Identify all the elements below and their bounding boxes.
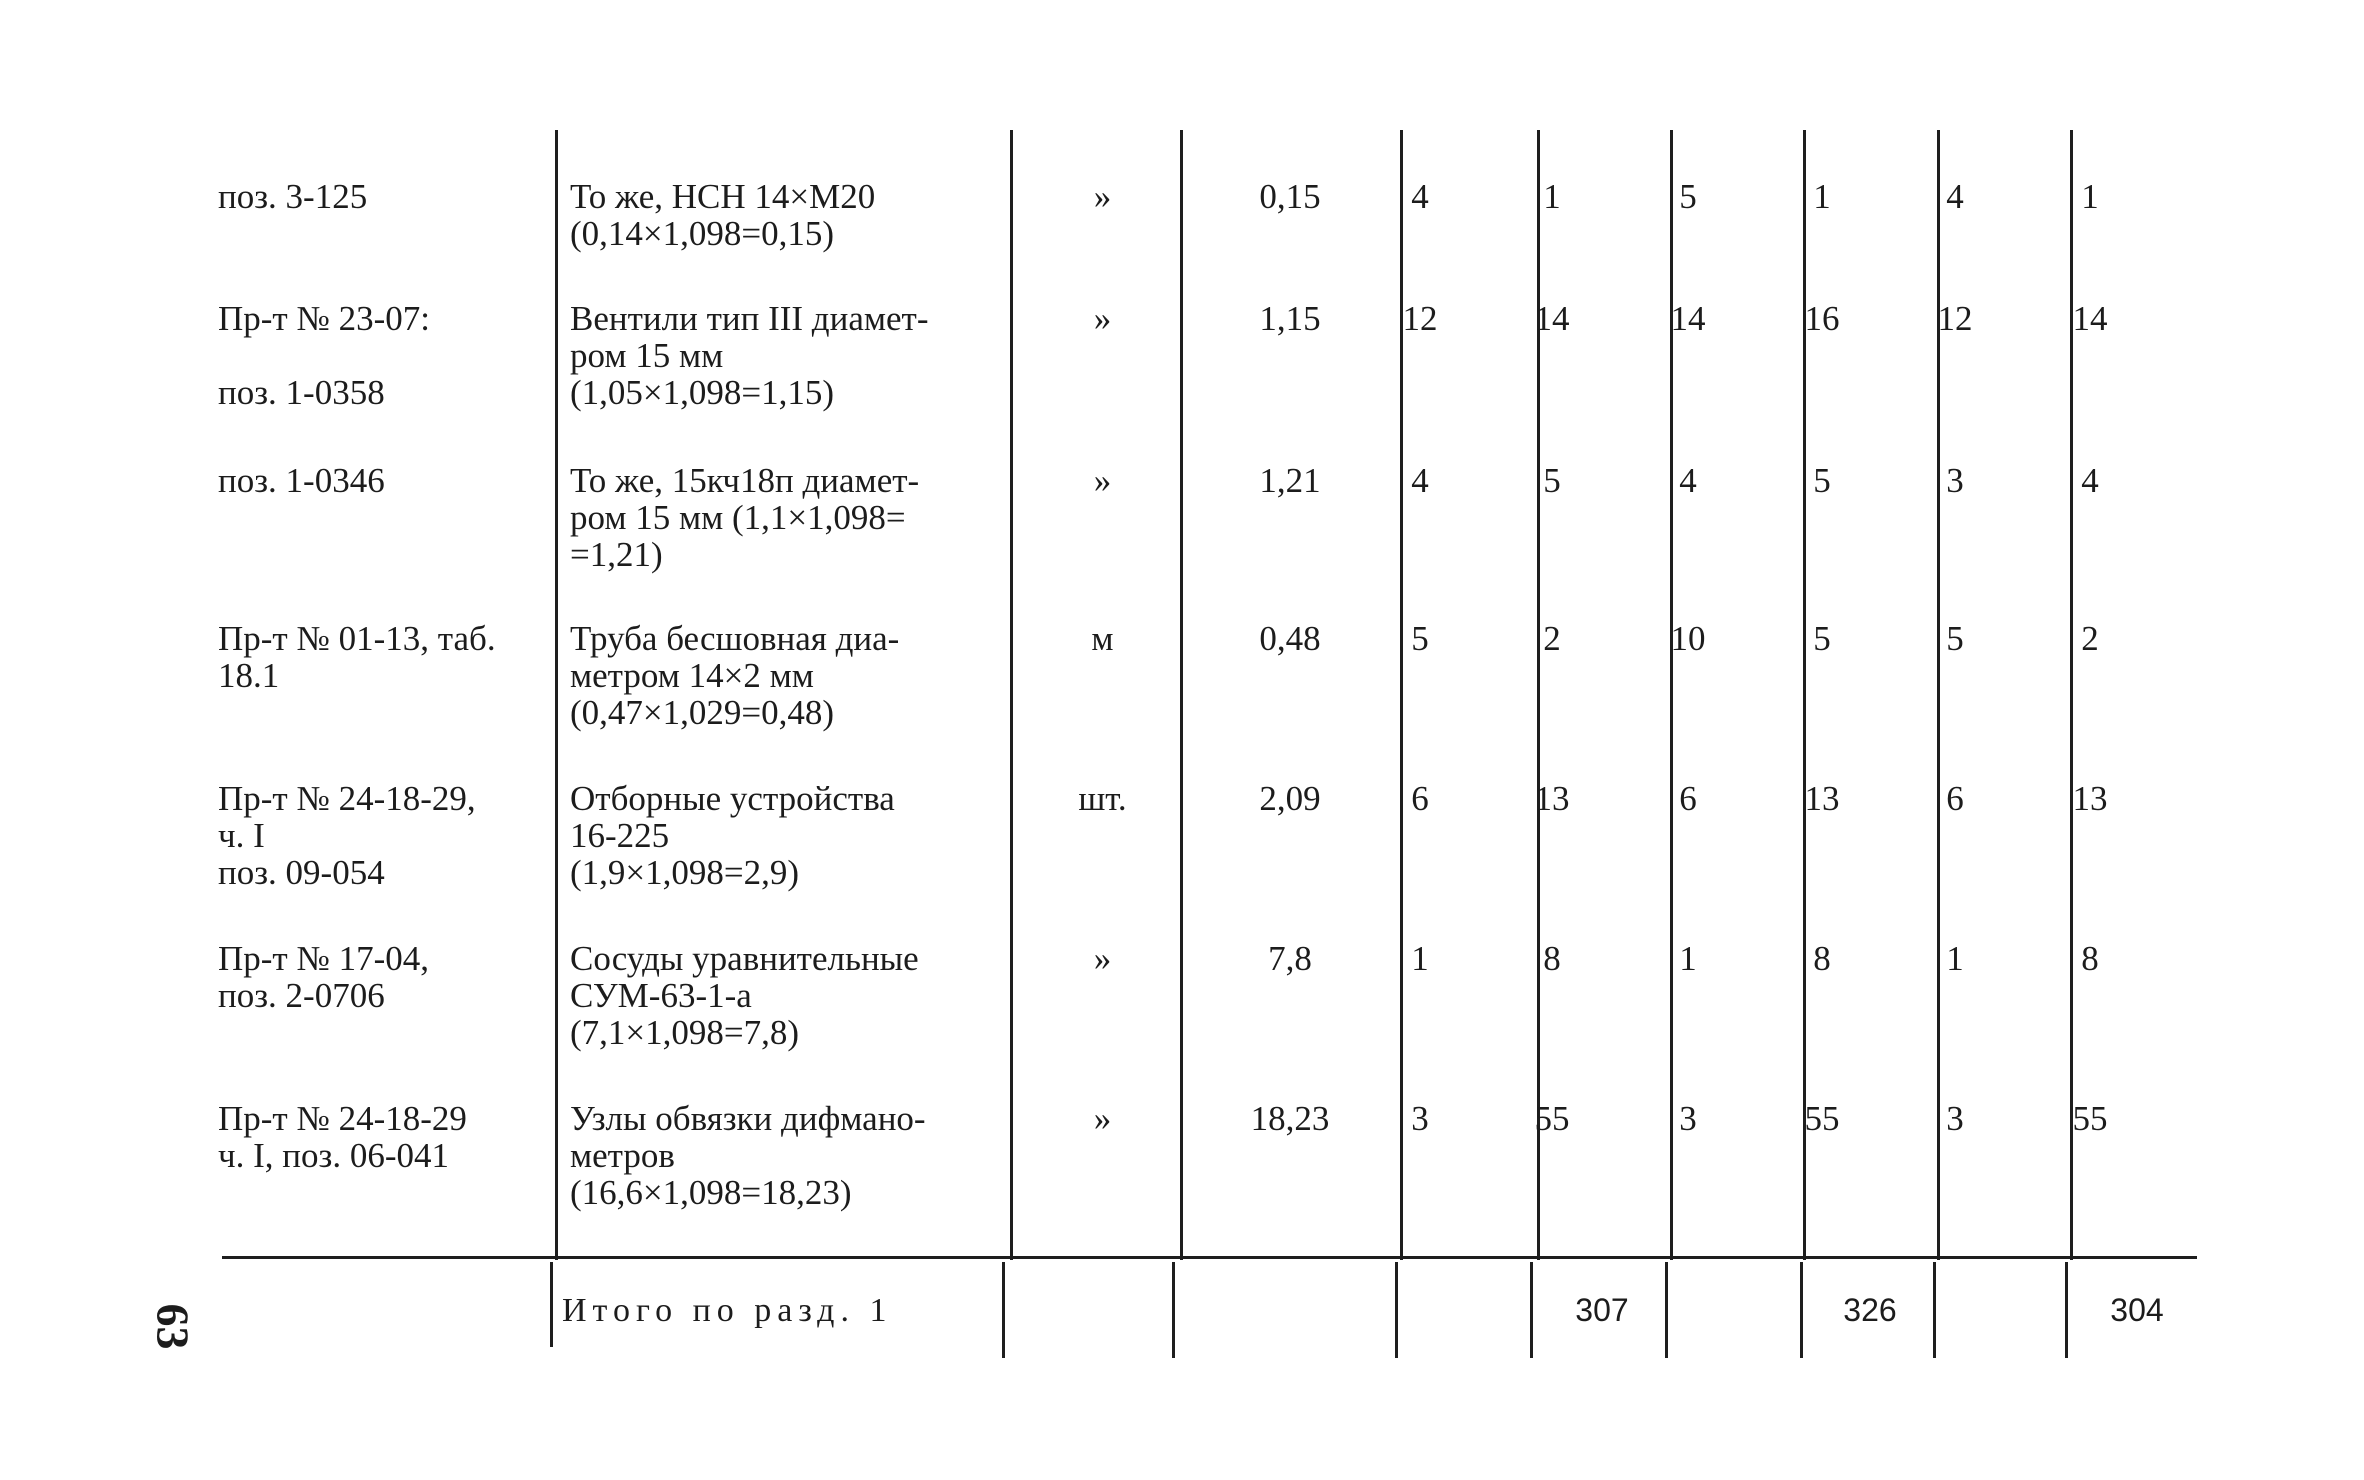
quantity-cell: 10 <box>1670 619 1706 658</box>
source-line: поз. 09-054 <box>218 853 385 892</box>
quantity-cell: 1 <box>1543 177 1561 216</box>
price-cell: 1,15 <box>1259 299 1321 338</box>
total-label-text: Итого по разд. 1 <box>562 1292 893 1329</box>
quantity-cell: 2 <box>2081 619 2099 658</box>
description-line: (16,6×1,098=18,23) <box>570 1173 852 1212</box>
total-column-rule <box>1530 1262 1533 1358</box>
quantity-cell: 55 <box>1534 1099 1570 1138</box>
page-number: 63 <box>147 1303 199 1350</box>
description-cell <box>570 178 1010 252</box>
quantity-cell: 8 <box>1543 939 1561 978</box>
description-cell <box>570 1100 1010 1211</box>
quantity-cell: 1 <box>1411 939 1429 978</box>
description-line: Отборные устройства <box>570 779 895 818</box>
quantity-cell: 13 <box>1534 779 1570 818</box>
total-column-rule <box>1933 1262 1936 1358</box>
quantity-cell: 55 <box>1804 1099 1840 1138</box>
unit-cell: » <box>1093 461 1112 500</box>
quantity-cell: 3 <box>1411 1099 1429 1138</box>
price-cell: 0,15 <box>1259 177 1321 216</box>
quantity-cell: 8 <box>1813 939 1831 978</box>
quantity-cell: 6 <box>1946 779 1964 818</box>
total-column-rule <box>1395 1262 1398 1358</box>
description-cell <box>570 940 1010 1051</box>
source-line: поз. 2-0706 <box>218 976 385 1015</box>
description-line: То же, НСН 14×М20 <box>570 177 876 216</box>
description-line: метром 14×2 мм <box>570 656 814 695</box>
price-cell: 7,8 <box>1268 939 1312 978</box>
total-column-rule <box>1172 1262 1175 1358</box>
column-rule <box>1180 130 1183 1260</box>
quantity-cell: 2 <box>1543 619 1561 658</box>
quantity-cell: 1 <box>1679 939 1697 978</box>
total-label <box>562 1292 892 1329</box>
totals-separator <box>222 1256 2197 1259</box>
description-cell <box>570 462 1010 573</box>
price-cell: 2,09 <box>1259 779 1321 818</box>
total-column-rule <box>1002 1262 1005 1358</box>
source-cell <box>218 178 540 215</box>
quantity-cell: 5 <box>1813 461 1831 500</box>
description-line: (7,1×1,098=7,8) <box>570 1013 800 1052</box>
total-column-rule <box>2065 1262 2068 1358</box>
quantity-cell: 8 <box>2081 939 2099 978</box>
quantity-cell: 1 <box>1946 939 1964 978</box>
quantity-cell: 3 <box>1946 1099 1964 1138</box>
total-column-rule <box>1800 1262 1803 1358</box>
source-cell <box>218 940 540 1014</box>
quantity-cell: 4 <box>1411 177 1429 216</box>
description-line: Труба бесшовная диа- <box>570 619 900 658</box>
source-cell <box>218 780 540 891</box>
quantity-cell: 12 <box>1402 299 1438 338</box>
quantity-cell: 4 <box>1679 461 1697 500</box>
price-cell: 1,21 <box>1259 461 1321 500</box>
quantity-cell: 14 <box>2072 299 2108 338</box>
source-line: поз. 1-0346 <box>218 461 385 500</box>
quantity-cell: 5 <box>1679 177 1697 216</box>
quantity-cell: 6 <box>1411 779 1429 818</box>
quantity-cell: 14 <box>1534 299 1570 338</box>
source-line: 18.1 <box>218 656 280 695</box>
description-line: метров <box>570 1136 675 1175</box>
source-line: Пр-т № 24-18-29, <box>218 779 476 818</box>
unit-cell: » <box>1093 299 1112 338</box>
quantity-cell: 13 <box>1804 779 1840 818</box>
total-value: 304 <box>2110 1292 2164 1328</box>
description-line: ром 15 мм (1,1×1,098= <box>570 498 906 537</box>
quantity-cell: 5 <box>1813 619 1831 658</box>
quantity-cell: 4 <box>1946 177 1964 216</box>
column-rule <box>1010 130 1013 1260</box>
total-column-rule <box>1665 1262 1668 1358</box>
total-value: 326 <box>1843 1292 1897 1328</box>
quantity-cell: 4 <box>1411 461 1429 500</box>
source-cell <box>218 620 540 694</box>
description-line: Вентили тип III диамет- <box>570 299 929 338</box>
quantity-cell: 4 <box>2081 461 2099 500</box>
source-line: ч. I, поз. 06-041 <box>218 1136 449 1175</box>
quantity-cell: 6 <box>1679 779 1697 818</box>
source-line: Пр-т № 01-13, таб. <box>218 619 496 658</box>
quantity-cell: 3 <box>1679 1099 1697 1138</box>
quantity-cell: 5 <box>1946 619 1964 658</box>
unit-cell: м <box>1091 619 1114 658</box>
quantity-cell: 5 <box>1543 461 1561 500</box>
description-line: (1,9×1,098=2,9) <box>570 853 800 892</box>
description-cell <box>570 300 1010 411</box>
description-line: Сосуды уравнительные <box>570 939 919 978</box>
source-line: поз. 1-0358 <box>218 373 385 412</box>
source-cell <box>218 300 540 411</box>
description-line: СУМ-63-1-а <box>570 976 752 1015</box>
quantity-cell: 13 <box>2072 779 2108 818</box>
description-line: То же, 15кч18п диамет- <box>570 461 920 500</box>
description-line: Узлы обвязки дифмано- <box>570 1099 926 1138</box>
quantity-cell: 1 <box>1813 177 1831 216</box>
source-line: Пр-т № 24-18-29 <box>218 1099 467 1138</box>
source-line: поз. 3-125 <box>218 177 368 216</box>
source-line: Пр-т № 17-04, <box>218 939 430 978</box>
total-column-rule <box>550 1262 553 1347</box>
description-line: ром 15 мм <box>570 336 724 375</box>
unit-cell: » <box>1093 177 1112 216</box>
total-value: 307 <box>1575 1292 1629 1328</box>
source-line: Пр-т № 23-07: <box>218 299 430 338</box>
price-cell: 18,23 <box>1250 1099 1330 1138</box>
source-cell <box>218 1100 540 1174</box>
description-line: (0,47×1,029=0,48) <box>570 693 835 732</box>
quantity-cell: 1 <box>2081 177 2099 216</box>
source-cell <box>218 462 540 499</box>
description-line: =1,21) <box>570 535 663 574</box>
quantity-cell: 14 <box>1670 299 1706 338</box>
description-line: (1,05×1,098=1,15) <box>570 373 835 412</box>
column-rule <box>555 130 558 1260</box>
description-line: (0,14×1,098=0,15) <box>570 214 835 253</box>
source-line: ч. I <box>218 816 265 855</box>
unit-cell: » <box>1093 1099 1112 1138</box>
unit-cell: » <box>1093 939 1112 978</box>
quantity-cell: 55 <box>2072 1099 2108 1138</box>
description-line: 16-225 <box>570 816 670 855</box>
price-cell: 0,48 <box>1259 619 1321 658</box>
quantity-cell: 16 <box>1804 299 1840 338</box>
quantity-cell: 5 <box>1411 619 1429 658</box>
description-cell <box>570 780 1010 891</box>
quantity-cell: 12 <box>1937 299 1973 338</box>
description-cell <box>570 620 1010 731</box>
unit-cell: шт. <box>1078 779 1127 818</box>
quantity-cell: 3 <box>1946 461 1964 500</box>
source-line <box>218 337 540 374</box>
